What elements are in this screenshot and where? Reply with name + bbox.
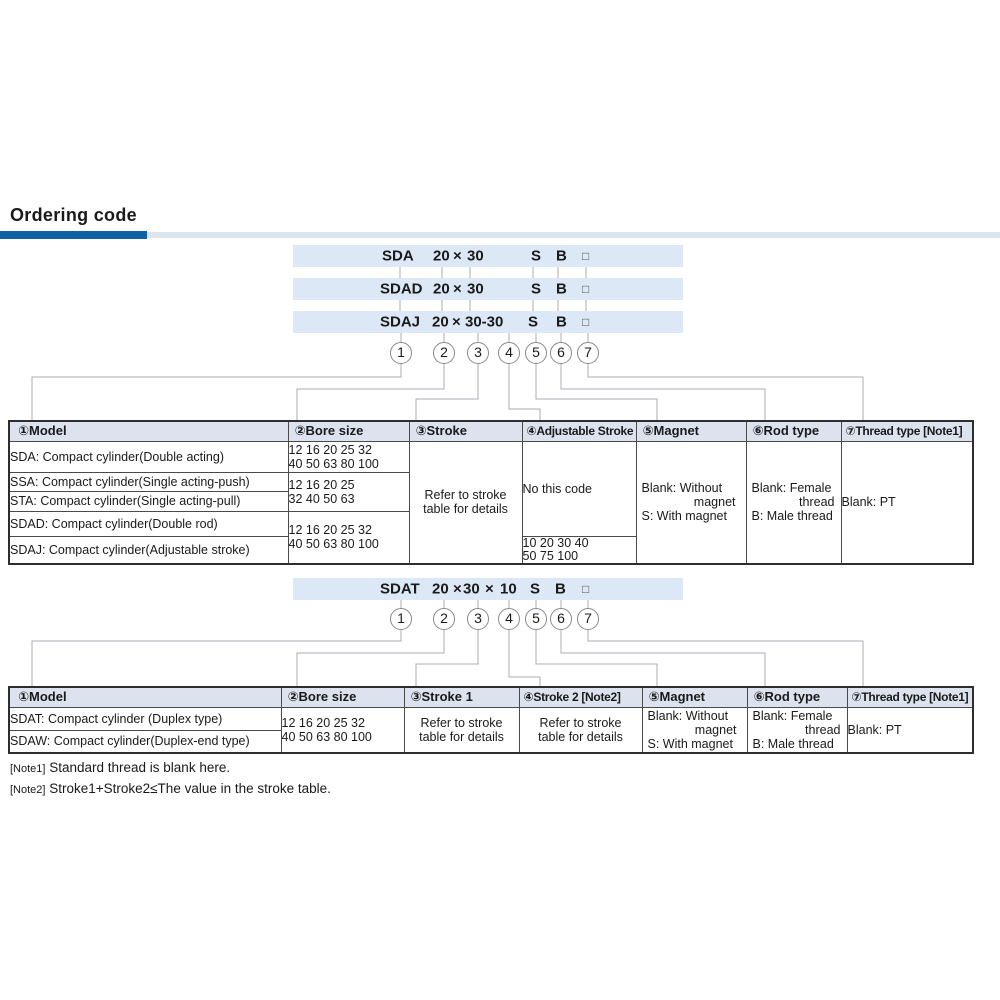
col-header-magnet: ⑤Magnet: [636, 421, 746, 441]
code-thread-box: □: [582, 582, 590, 596]
code-times: ×: [453, 247, 462, 265]
stroke1-info: Refer to stroke table for details: [404, 707, 519, 753]
stroke2-info: Refer to stroke table for details: [519, 707, 642, 753]
model-ssa: SSA: Compact cylinder(Single acting-push): [9, 472, 288, 491]
position-circle-7: 7: [577, 608, 599, 630]
rod-type-options: Blank: Female thread B: Male thread: [746, 441, 841, 564]
code-bore: 20: [432, 580, 449, 598]
code-model: SDAT: [380, 580, 420, 598]
position-circle-1: 1: [390, 342, 412, 364]
model-sdaw: SDAW: Compact cylinder(Duplex-end type): [9, 730, 281, 753]
thread-type-option: Blank: PT: [847, 707, 973, 753]
code-row-sdaj: [293, 311, 683, 333]
col-header-adjustable-stroke: ④Adjustable Stroke: [522, 421, 636, 441]
position-circle-2: 2: [433, 342, 455, 364]
note-1-tag: [Note1]: [10, 763, 46, 775]
code-stroke2: 10: [500, 580, 517, 598]
col-header-bore: ②Bore size: [288, 421, 409, 441]
code-stroke: 30-30: [465, 313, 504, 331]
rod-type-options: Blank: Female thread B: Male thread: [747, 707, 847, 753]
code-times: ×: [453, 580, 462, 598]
note-1: [10, 760, 230, 775]
col-header-thread-type: ⑦Thread type [Note1]: [841, 421, 973, 441]
code-magnet: S: [530, 580, 541, 598]
code-stroke: 30: [467, 280, 484, 298]
stroke-info: Refer to stroke table for details: [409, 441, 522, 564]
code-magnet: S: [528, 313, 539, 331]
code-stroke: 30: [467, 247, 484, 265]
col-header-stroke1: ③Stroke 1: [404, 687, 519, 707]
model-sdad: SDAD: Compact cylinder(Double rod): [9, 511, 288, 536]
col-header-model: ①Model: [9, 687, 281, 707]
bore-sizes: 12 16 20 25 32 40 50 63 80 100: [281, 707, 404, 753]
code-rod: B: [556, 280, 567, 298]
position-circle-5: 5: [525, 608, 547, 630]
adjustable-stroke-values: 10 20 30 40 50 75 100: [522, 536, 636, 564]
code-thread-box: □: [582, 249, 590, 263]
code-model: SDA: [382, 247, 414, 265]
code-row-sdat: [293, 578, 683, 600]
position-circle-2: 2: [433, 608, 455, 630]
model-sdaj: SDAJ: Compact cylinder(Adjustable stroke): [9, 536, 288, 564]
col-header-stroke: ③Stroke: [409, 421, 522, 441]
col-header-model: ①Model: [9, 421, 288, 441]
note-2-tag: [Note2]: [10, 784, 46, 796]
ordering-table-single: [8, 420, 974, 565]
position-circle-6: 6: [550, 608, 572, 630]
title-underline-accent: [0, 231, 147, 239]
bore-sizes-ssa-sta: 12 16 20 25 32 40 50 63: [288, 472, 409, 511]
code-row-sdad: [293, 278, 683, 300]
code-row-sda: [293, 245, 683, 267]
code-times2: ×: [485, 580, 494, 598]
page-title: Ordering code: [10, 205, 137, 225]
col-header-bore: ②Bore size: [281, 687, 404, 707]
position-circle-7: 7: [577, 342, 599, 364]
code-thread-box: □: [582, 282, 590, 296]
code-model: SDAD: [380, 280, 423, 298]
col-header-thread-type: ⑦Thread type [Note1]: [847, 687, 973, 707]
code-bore: 20: [432, 313, 449, 331]
code-magnet: S: [531, 247, 542, 265]
position-circle-3: 3: [467, 608, 489, 630]
bore-sizes-sda: 12 16 20 25 32 40 50 63 80 100: [288, 441, 409, 472]
note-2: [10, 781, 331, 796]
code-stroke1: 30: [463, 580, 480, 598]
col-header-rod-type: ⑥Rod type: [746, 421, 841, 441]
position-circle-1: 1: [390, 608, 412, 630]
position-circle-3: 3: [467, 342, 489, 364]
code-magnet: S: [531, 280, 542, 298]
code-rod: B: [555, 580, 566, 598]
bore-sizes-sdad-sdaj: 12 16 20 25 32 40 50 63 80 100: [288, 511, 409, 564]
title-underline-track: [147, 232, 1000, 238]
note-2-text: Stroke1+Stroke2≤The value in the stroke table.: [45, 781, 331, 796]
col-header-magnet: ⑤Magnet: [642, 687, 747, 707]
col-header-rod-type: ⑥Rod type: [747, 687, 847, 707]
thread-type-option: Blank: PT: [841, 441, 973, 564]
code-rod: B: [556, 313, 567, 331]
note-1-text: Standard thread is blank here.: [45, 760, 231, 775]
position-circle-5: 5: [525, 342, 547, 364]
magnet-options: Blank: Without magnet S: With magnet: [636, 441, 746, 564]
code-model: SDAJ: [380, 313, 421, 331]
position-circle-6: 6: [550, 342, 572, 364]
col-header-stroke2: ④Stroke 2 [Note2]: [519, 687, 642, 707]
code-bore: 20: [433, 280, 450, 298]
code-bore: 20: [433, 247, 450, 265]
model-sda: SDA: Compact cylinder(Double acting): [9, 441, 288, 472]
ordering-table-duplex: [8, 686, 974, 754]
code-thread-box: □: [582, 315, 590, 329]
model-sdat: SDAT: Compact cylinder (Duplex type): [9, 707, 281, 730]
code-rod: B: [556, 247, 567, 265]
adjustable-stroke-none: No this code: [522, 441, 636, 536]
model-sta: STA: Compact cylinder(Single acting-pull): [9, 491, 288, 511]
position-circle-4: 4: [498, 342, 520, 364]
magnet-options: Blank: Without magnet S: With magnet: [642, 707, 747, 753]
code-times: ×: [453, 280, 462, 298]
code-times: ×: [452, 313, 461, 331]
position-circle-4: 4: [498, 608, 520, 630]
